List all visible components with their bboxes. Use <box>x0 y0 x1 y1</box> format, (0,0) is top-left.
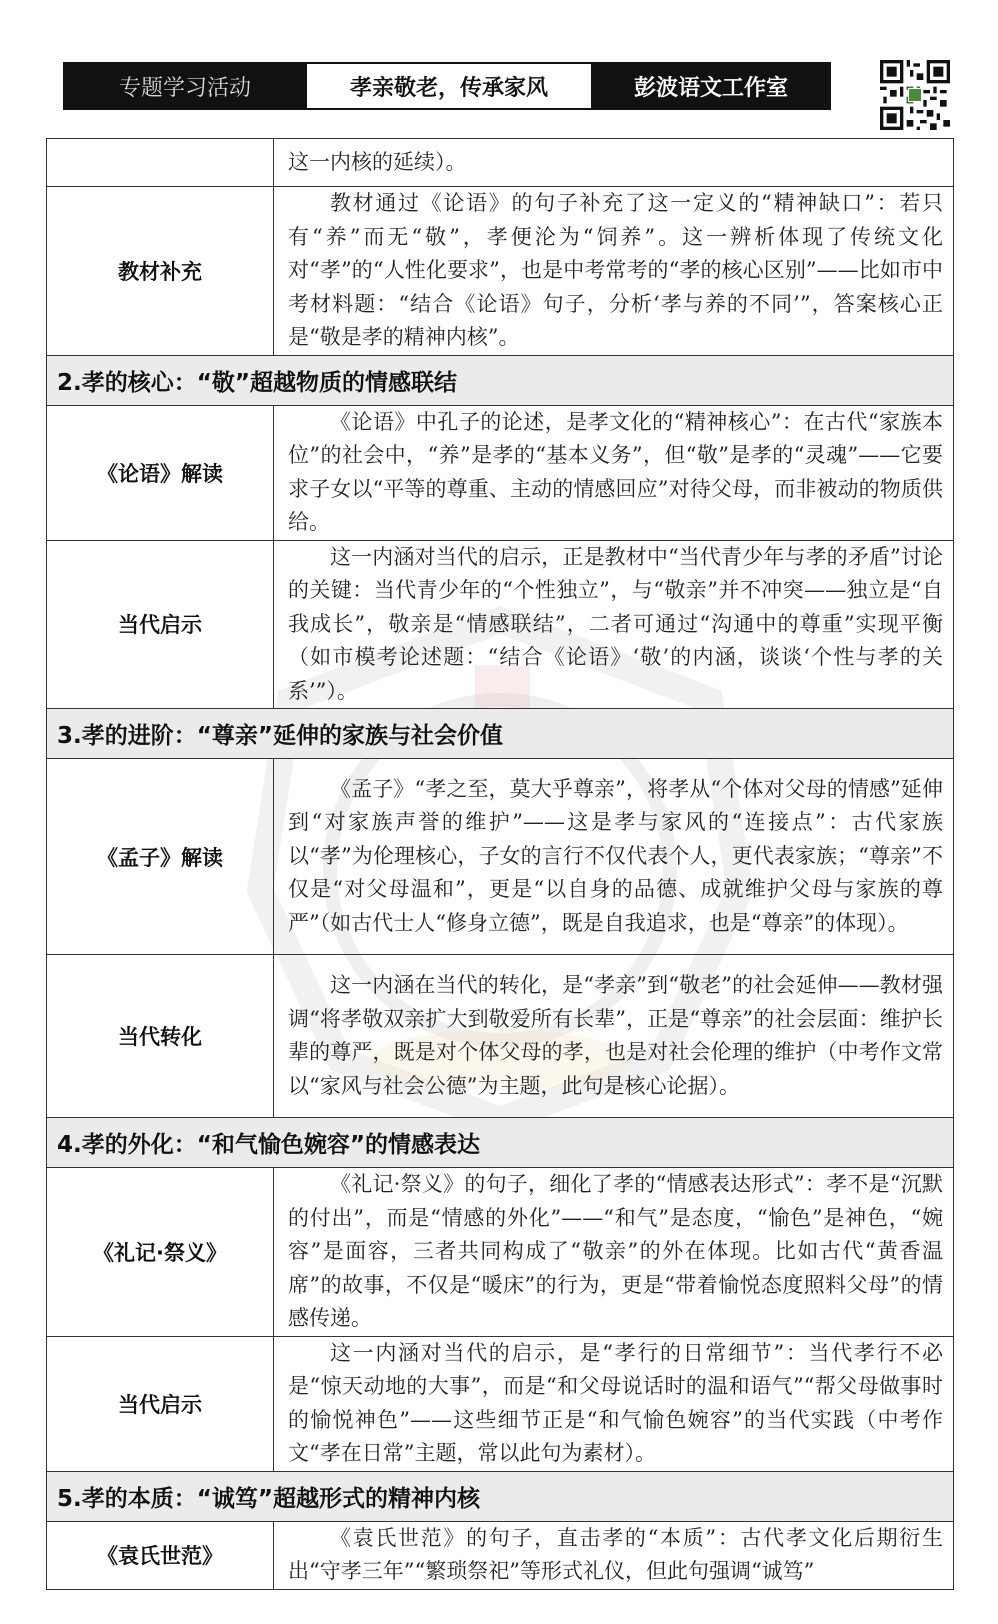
content-table <box>46 138 954 1590</box>
row-label: 当代转化 <box>47 955 274 1118</box>
table-row <box>47 1336 954 1471</box>
section-header <box>47 1118 954 1168</box>
table-row <box>47 187 954 356</box>
row-content: 《袁氏世范》的句子，直击孝的“本质”：古代孝文化后期衍生出“守孝三年”“繁琐祭祀”等形式礼仪，但此句强调“诚笃” <box>274 1521 954 1589</box>
row-content: 这一内涵对当代的启示，正是教材中“当代青少年与孝的矛盾”讨论的关键：当代青少年的“个性独立”，与“敬亲”并不冲突——独立是“自我成长”，敬亲是“情感联结”，二者可通过“沟通中的尊重”实现平衡（如市模考论述题：“结合《论语》‘敬’的内涵，谈谈‘个性与孝的关系’”）。 <box>274 540 954 709</box>
row-label: 当代启示 <box>47 540 274 709</box>
section-title: 5.孝的本质：“诚笃”超越形式的精神内核 <box>47 1471 954 1521</box>
row-content: 教材通过《论语》的句子补充了这一定义的“精神缺口”：若只有“养”而无“敬”，孝便沦为“饲养”。这一辨析体现了传统文化对“孝”的“人性化要求”，也是中考常考的“孝的核心区别”——比如市中考材料题：“结合《论语》句子，分析‘孝与养的不同’”，答案核心正是“敬是孝的精神内核”。 <box>274 187 954 356</box>
section-header <box>47 355 954 405</box>
row-content: 《礼记·祭义》的句子，细化了孝的“情感表达形式”：孝不是“沉默的付出”，而是“情感的外化”——“和气”是态度，“愉色”是神色，“婉容”是面容，三者共同构成了“敬亲”的外在体现。比如古代“黄香温席”的故事，不仅是“暖床”的行为，更是“带着愉悦态度照料父母”的情感传递。 <box>274 1168 954 1337</box>
table-row <box>47 1168 954 1337</box>
header-topic: 专题学习活动 <box>65 64 305 108</box>
row-label: 《孟子》解读 <box>47 759 274 955</box>
table-row <box>47 540 954 709</box>
row-label: 当代启示 <box>47 1336 274 1471</box>
header-banner <box>63 62 831 110</box>
row-content: 这一内核的延续）。 <box>274 139 954 187</box>
section-header <box>47 709 954 759</box>
row-label: 《论语》解读 <box>47 405 274 540</box>
section-title: 2.孝的核心：“敬”超越物质的情感联结 <box>47 355 954 405</box>
table-row <box>47 139 954 187</box>
row-label-empty <box>47 139 274 187</box>
table-row <box>47 955 954 1118</box>
row-content: 《孟子》“孝之至，莫大乎尊亲”，将孝从“个体对父母的情感”延伸到“对家族声誉的维护”——这是孝与家风的“连接点”：古代家族以“孝”为伦理核心，子女的言行不仅代表个人，更代表家族；“尊亲”不仅是“对父母温和”，更是“以自身的品德、成就维护父母与家族的尊严”（如古代士人“修身立德”，既是自我追求，也是“尊亲”的体现）。 <box>274 759 954 955</box>
table-row <box>47 1521 954 1589</box>
qr-code-icon <box>880 60 950 130</box>
row-label: 《袁氏世范》 <box>47 1521 274 1589</box>
row-content: 这一内涵在当代的转化，是“孝亲”到“敬老”的社会延伸——教材强调“将孝敬双亲扩大到敬爱所有长辈”，正是“尊亲”的社会层面：维护长辈的尊严，既是对个体父母的孝，也是对社会伦理的维护（中考作文常以“家风与社会公德”为主题，此句是核心论据）。 <box>274 955 954 1118</box>
row-label: 《礼记·祭义》 <box>47 1168 274 1337</box>
header-title: 孝亲敬老，传承家风 <box>305 64 593 108</box>
row-label: 教材补充 <box>47 187 274 356</box>
header-studio: 彭波语文工作室 <box>593 64 829 108</box>
section-title: 4.孝的外化：“和气愉色婉容”的情感表达 <box>47 1118 954 1168</box>
row-content: 这一内涵对当代的启示，是“孝行的日常细节”：当代孝行不必是“惊天动地的大事”，而是“和父母说话时的温和语气”“帮父母做事时的愉悦神色”——这些细节正是“和气愉色婉容”的当代实践（中考作文“孝在日常”主题，常以此句为素材）。 <box>274 1336 954 1471</box>
table-row <box>47 759 954 955</box>
section-title: 3.孝的进阶：“尊亲”延伸的家族与社会价值 <box>47 709 954 759</box>
table-row <box>47 405 954 540</box>
section-header <box>47 1471 954 1521</box>
row-content: 《论语》中孔子的论述，是孝文化的“精神核心”：在古代“家族本位”的社会中，“养”是孝的“基本义务”，但“敬”是孝的“灵魂”——它要求子女以“平等的尊重、主动的情感回应”对待父母，而非被动的物质供给。 <box>274 405 954 540</box>
